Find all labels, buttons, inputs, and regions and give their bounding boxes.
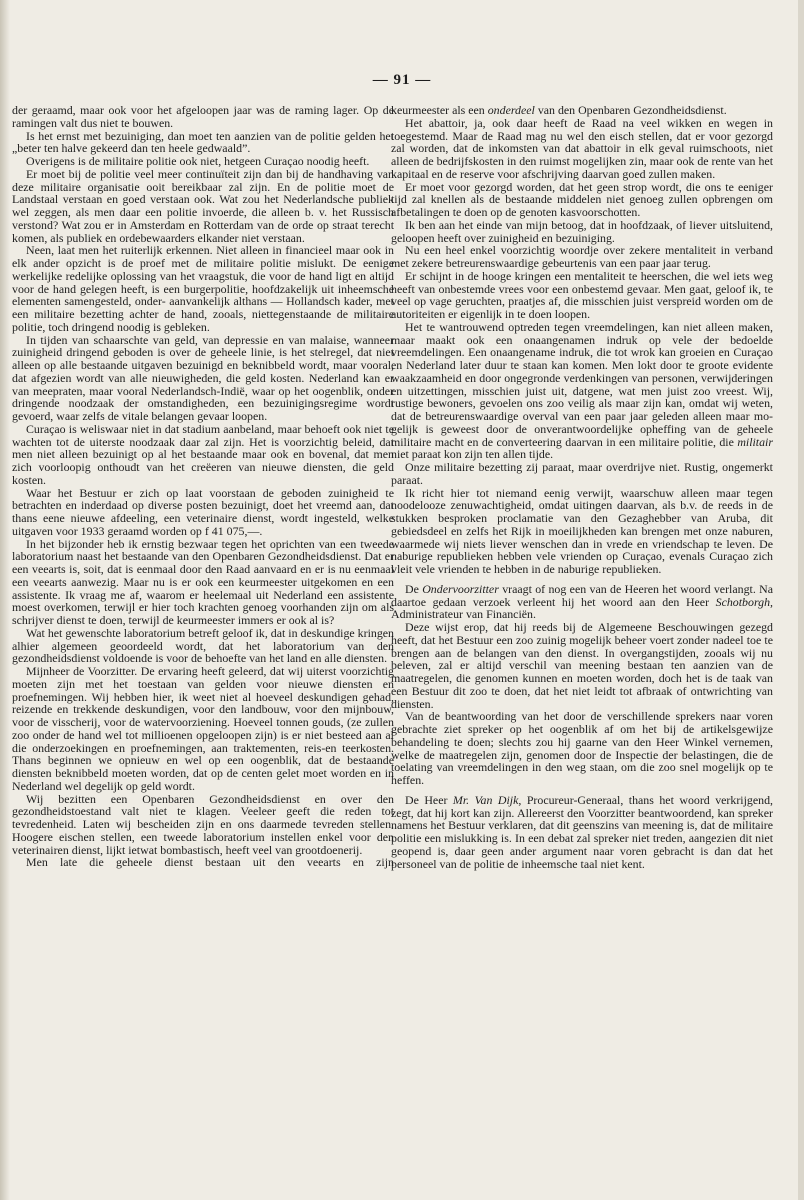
paragraph: Wat het gewenschte laboratorium betreft geloof ik, dat in deskundige kringen alhier algemeen geoordeeld wordt, dat het laboratorium van den gezondheidsdienst voldoende is voor de behoefte van het land en alle diensten. [12,625,394,666]
paragraph: Van de beantwoording van het door de verschillende sprekers naar voren gebrachte ziet spreker op het oogenblik af om het bij de artikelsgewijze behandeling te doen; slechts zou hij gaarne van den Heer Winkel vernemen, welke de maatregelen zijn, genomen door de Inspectie der belastingen, die de toelating van vreemdelingen in den weg staan, om die zoo snel mogelijk op te heffen. [391,709,773,787]
paragraph: In het bijzonder heb ik ernstig bezwaar tegen het oprichten van een tweede laboratorium naast het bestaande van den Openbaren Gezondheidsdienst. Dat er een veearts is, soit, dat is eenmaal door den Raad aanvaard en er is nu eenmaal een veearts aanwezig. Maar nu is er ook een keurmeester uitgekomen en een assistente. Ik vraag me af, waarom er heelemaal uit Nederland een assistente moest overkomen, terwijl er hier toch krachten genoeg voorhanden zijn om als schrijver dienst te doen, terwijl de keurmeester immers er ook al is? [12,536,394,627]
paragraph: Er moet bij de politie veel meer continuïteit zijn dan bij de handhaving van deze militaire organisatie ooit bereikbaar zal zijn. En de politie moet de Landstaal verstaan en goed verstaan ook. Wat zou het Nederlandsche publiek wel zeggen, als men daar een politie invoerde, die alleen b. v. het Russisch verstond? Wat zou er in Amsterdam en Rotterdam van de orde op straat terecht komen, als publiek en ordebewaarders elkander niet verstaan. [12,166,394,245]
paragraph: Men late die geheele dienst bestaan uit den veearts en zijn [26,855,394,870]
paragraph: keurmeester als een onderdeel van den Openbaren Gezondheidsdienst. [391,103,727,117]
paragraph: Is het ernst met bezuiniging, dan moet ten aanzien van de politie gelden het „beter ten halve gekeerd dan ten heele gedwaald”. [12,128,394,156]
paragraph: Onze militaire bezetting zij paraat, maar overdrijve niet. Rustig, ongemerkt paraat. [391,460,773,487]
paragraph: Het abattoir, ja, ook daar heeft de Raad na veel wikken en wegen in toegestemd. Maar de Raad mag nu wel den eisch stellen, dat er voor gezorgd zal worden, dat de inkomsten van dat abattoir in elk geval ruimschoots, niet alleen de bedrijfskosten in den ruimst mogelijken zin, maar ook de rente van het kapitaal en de reserve voor afschrijving daarvan goed zullen maken. [391,115,773,181]
paragraph: der geraamd, maar ook voor het afgeloopen jaar was de raming lager. Op de ramingen valt dus niet te bouwen. [12,103,394,130]
paragraph: Overigens is de militaire politie ook niet, hetgeen Curaçao noodig heeft. [26,154,370,168]
paragraph: Neen, laat men het ruiterlijk erkennen. Niet alleen in financieel maar ook in elk ander opzicht is de proef met de militaire politie mislukt. De eenige werkelijke redelijke oplossing van het vraagstuk, die voor de hand ligt en altijd voor de hand gelegen heeft, is een burgerpolitie, hoofdzakelijk uit inheemsche elementen samengesteld, onder- aanvankelijk althans — Hollandsch kader, met een militaire bezetting achter de hand, zooals, niettegenstaande de militaire politie, toch dringend noodig is gebleken. [12,243,394,334]
right-column [391,104,773,870]
paragraph: In tijden van schaarschte van geld, van depressie en van malaise, wanneer zuinigheid dringend geboden is over de geheele linie, is het stelregel, dat niet alleen op alle bestaande uitgaven bezuinigd en beknibbeld wordt, maar vooral, dat afgezien wordt van alle nieuwigheden, die geld kosten. Nederland kan er van meepraten, maar vooral Nederlandsch-Indië, waar op het oogenblik, onder dringende noodzaak der omstandigheden, een bezuinigingsregime wordt gevoerd, waar zelfs de vitale belangen gevaar loopen. [12,332,394,423]
paragraph: De Ondervoorzitter vraagt of nog een van de Heeren het woord verlangt. Na daartoe gedaan verzoek verleent hij het woord aan den Heer Schotborgh, Administrateur van Financiën. [391,581,773,622]
paragraph: Wij bezitten een Openbaren Gezondheidsdienst en over den gezondheidstoestand valt niet te klagen. Veeleer geeft die reden tot tevredenheid. Laten wij bescheiden zijn en ons daarmede tevreden stellen. Hoogere eischen stellen, een tweede laboratorium instellen enkel voor den veterinairen dienst, lijkt ietwat bombastisch, heeft veel van grootdoenerij. [12,791,394,857]
paragraph: De Heer Mr. Van Dijk, Procureur-Generaal, thans het woord verkrijgend, zegt, dat hij kort kan zijn. Allereerst den Voorzitter beantwoordend, kan spreker namens het Bestuur verklaren, dat dit geenszins van meening is, dat de militaire politie een mislukking is. In een debat zal spreker niet treden, aangezien dit niet geopend is, daar geen ander argument naar voren gebracht is dan dat het personeel van de politie de inheemsche taal niet kent. [391,792,773,871]
page-number: — 91 — [372,72,432,88]
paragraph: Ik richt hier tot niemand eenig verwijt, waarschuw alleen maar tegen noodelooze zenuwachtigheid, omdat uitingen daarvan, als b.v. de reeds in de stukken besproken proclamatie van den Gezaghebber van Aruba, dit gebiedsdeel en zelfs het Rijk in moeilijkheden kan brengen met onze naburen, waarmede wij niets liever wenschen dan in vrede en vriendschap te leven. De naburige republieken hebben vele vrienden op Curaçao, evenals Curaçao zich vleit vele vrienden te hebben in de naburige republieken. [391,485,773,576]
paragraph: Mijnheer de Voorzitter. De ervaring heeft geleerd, dat wij uiterst voorzichtig moeten zijn met het toestaan van gelden voor nieuwe diensten en proefnemingen. Wij hebben hier, ik weet niet al hoeveel deskundigen gehad, reizende en trekkende deskundigen, voor den landbouw, voor den mijnbouw, voor de visscherij, voor de watervoorziening. Hoeveel tonnen gouds, (ze zullen zoo onder de hand wel tot millioenen opgeloopen zijn) is er niet besteed aan al die onderzoekingen en proefnemingen, aan traktementen, reis-en teerkosten. Thans beginnen we opnieuw en wel op een oogenblik, dat de bestaande diensten beknibbeld moeten worden, dat op de centen gelet moet worden en in Nederland wel degelijk op geld wordt. [12,664,394,793]
paragraph: Deze wijst erop, dat hij reeds bij de Algemeene Beschouwingen gezegd heeft, dat het Bestuur een zoo zuinig mogelijk beheer voert zonder nadeel toe te brengen aan de belangen van den dienst. In overgangstijden, zooals wij nu beleven, zal er altijd verschil van meening bestaan ten aanzien van de maatregelen, die genomen kunnen en moeten worden, doch het is de taak van een Bestuur dit zoo te doen, dat het niet leidt tot afbraak of ontwrichting van diensten. [391,620,773,711]
page-edge [798,0,804,1200]
paragraph: Ik ben aan het einde van mijn betoog, dat in hoofdzaak, of liever uitsluitend, geloopen heeft over zuinigheid en bezuiniging. [391,217,773,245]
paragraph: Curaçao is weliswaar niet in dat stadium aanbeland, maar behoeft ook niet te wachten tot de uiterste noodzaak daar zal zijn. Het is voorzichtig beleid, dat men niet alleen bezuinigt op al het bestaande maar ook en bovenal, dat men zich voorloopig onthoudt van het creëeren van nieuwe diensten, die geld kosten. [12,421,394,487]
paragraph: Nu een heel enkel voorzichtig woordje over zekere mentaliteit in verband met zekere betreurenswaardige gebeurtenis van een paar jaar terug. [391,243,773,270]
paragraph: Er schijnt in de hooge kringen een mentaliteit te heerschen, die wel iets weg heeft van onbestemde vrees voor een onbestemd gevaar. Men gaat, geloof ik, te veel op vage geruchten, praatjes af, die misschien juist verspreid worden om de autoriteiten er eigenlijk in te doen loopen. [391,268,773,321]
left-column [12,104,394,869]
paragraph: Er moet voor gezorgd worden, dat het geen strop wordt, die ons te eeniger tijd zal knellen als de bestaande middelen niet genoeg zullen opbrengen om afbetalingen te doen op de genoten kasvoorschotten. [391,179,773,219]
paragraph: Het te wantrouwend optreden tegen vreemdelingen, kan niet alleen maken, maar maakt ook een onaangenamen indruk op vele der bedoelde vreemdelingen. Een onaangename indruk, die tot wrok kan groeien en Curaçao en Nederland later duur te staan kan komen. Men lokt door te groote evidente waakzaamheid en door ongegronde verdenkingen van personen, verwijderingen en uitzettingen, misschien juist uit, datgene, wat men juist zoo vreest. Wij, rustige bewoners, gevoelen ons zoo veilig als maar zijn kan, omdat wij weten, dat de betreurenswaardige overval van een paar jaar geleden alleen maar mogelijk is geweest door de onverantwoordelijke opheffing van de geheele militaire macht en de converteering daarvan in een militaire politie, die militair niet paraat kon zijn ten allen tijde. [391,319,773,462]
paragraph: Waar het Bestuur er zich op laat voorstaan de geboden zuinigheid te betrachten en inderdaad op diverse posten bezuinigt, doet het vreemd aan, dat thans eene nieuwe afdeeling, een veterinaire dienst, wordt ingesteld, welke uitgaven voor 1933 geraamd worden op f 41 075,—. [12,485,394,538]
page-binding-shadow [0,0,10,1200]
